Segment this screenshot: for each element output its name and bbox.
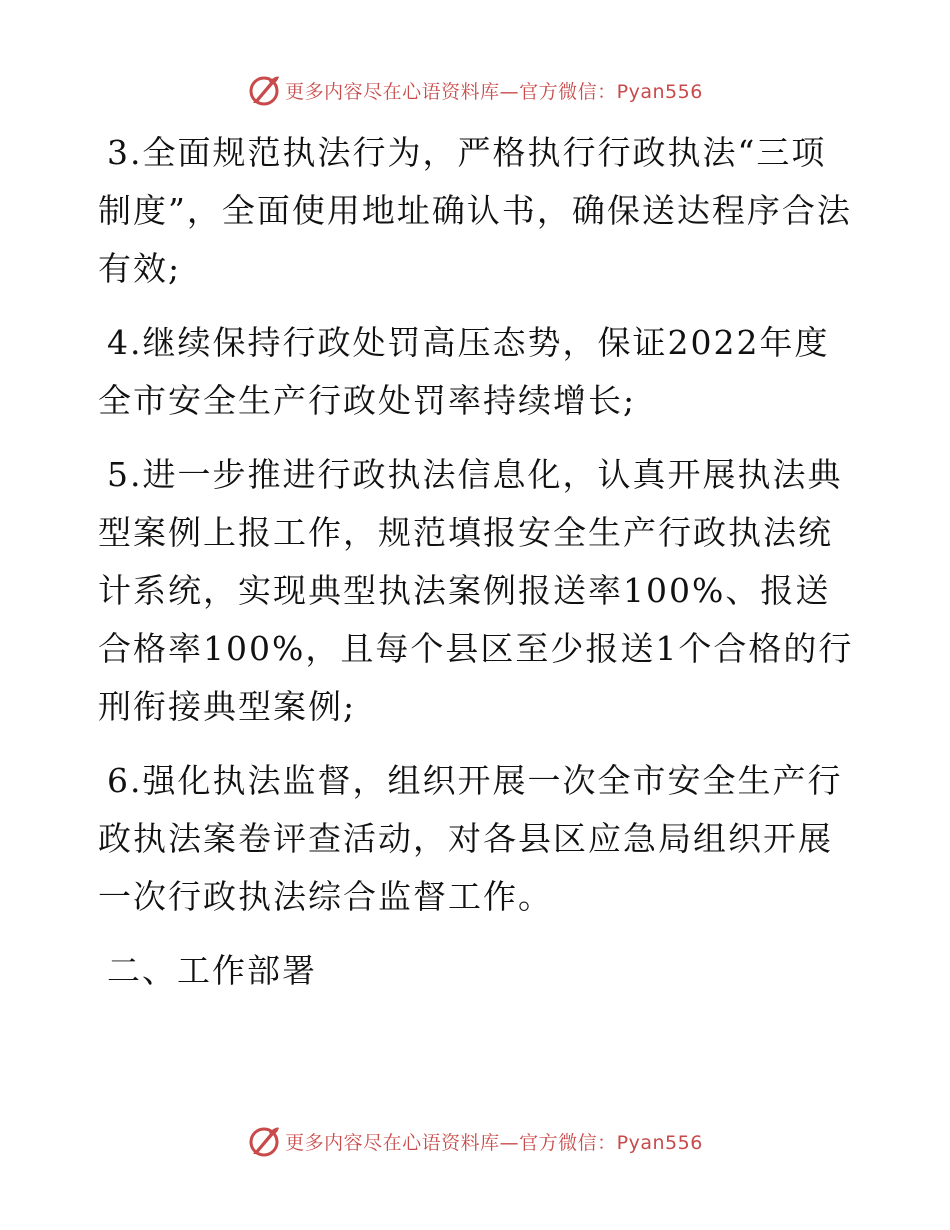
paragraph-item-6: 6.强化执法监督，组织开展一次全市安全生产行政执法案卷评查活动，对各县区应急局组织开展一次行政执法综合监督工作。	[98, 761, 843, 916]
paragraph-item-3: 3.全面规范执法行为，严格执行行政执法“三项制度”，全面使用地址确认书，确保送达程序合法有效;	[98, 133, 852, 288]
watermark-text: 更多内容尽在心语资料库—官方微信：Pyan556	[285, 80, 703, 103]
section-heading: 二、工作部署	[107, 951, 317, 990]
watermark-text: 更多内容尽在心语资料库—官方微信：Pyan556	[285, 1131, 703, 1154]
footer-watermark	[0, 1121, 950, 1161]
paragraph-item-5: 5.进一步推进行政执法信息化，认真开展执法典型案例上报工作，规范填报安全生产行政执法统计系统，实现典型执法案例报送率100%、报送合格率100%，且每个县区至少报送1个合格的行刑衔接典型案例;	[98, 455, 854, 726]
quill-logo-icon	[247, 73, 281, 107]
paragraph-item-4: 4.继续保持行政处罚高压态势，保证2022年度全市安全生产行政处罚率持续增长;	[98, 323, 830, 420]
header-watermark	[0, 70, 950, 110]
quill-logo-icon	[247, 1124, 281, 1158]
document-body	[98, 124, 858, 1000]
